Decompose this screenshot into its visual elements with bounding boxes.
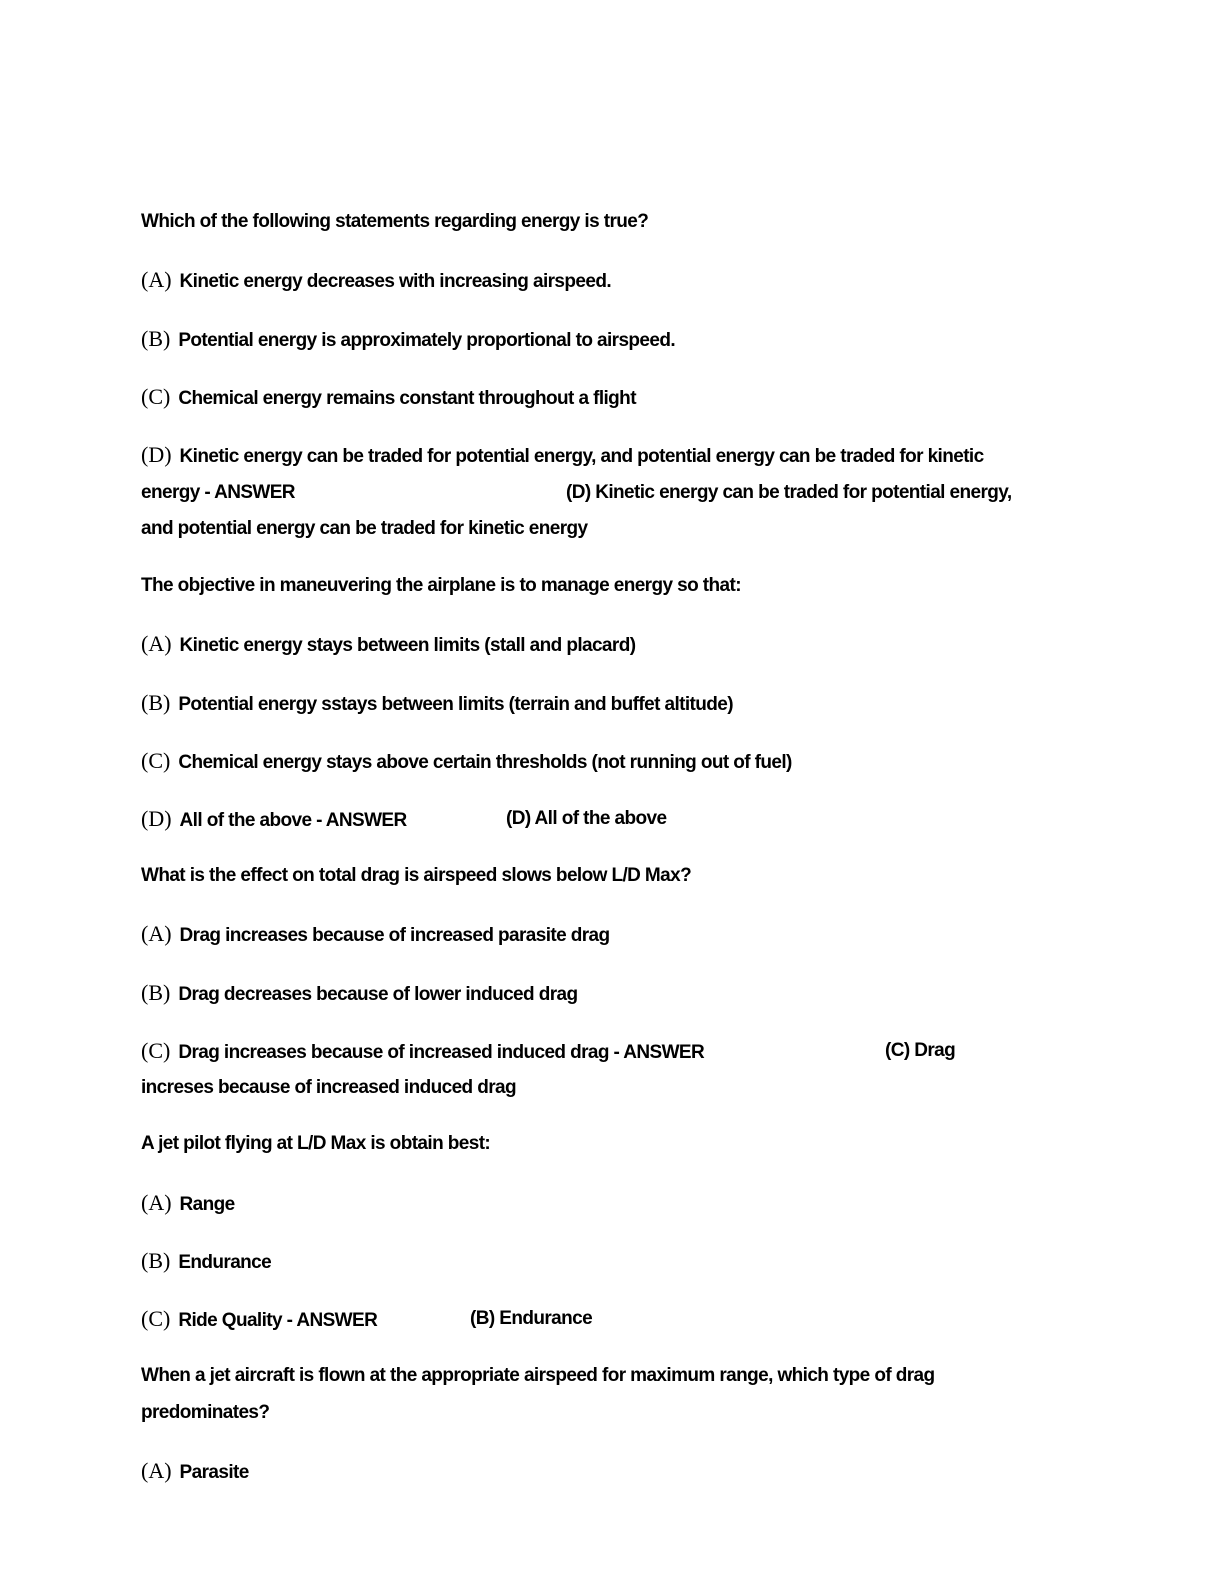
- option-letter: (D): [141, 442, 172, 467]
- question-text: The objective in maneuvering the airplane is to manage energy so that:: [141, 575, 741, 596]
- option-continuation: energy - ANSWER: [141, 482, 295, 503]
- option-text: Chemical energy remains constant throughout a flight: [178, 388, 636, 409]
- option-letter: (B): [141, 1248, 171, 1273]
- option-letter: (C): [141, 1306, 171, 1331]
- option-letter: (A): [141, 1458, 172, 1483]
- option-letter: (C): [141, 748, 171, 773]
- option-text: Kinetic energy decreases with increasing airspeed.: [179, 271, 612, 292]
- option-text: All of the above - ANSWER: [179, 810, 407, 831]
- answer-option: [141, 1191, 235, 1217]
- option-text: Range: [179, 1194, 235, 1215]
- option-text: Potential energy sstays between limits (terrain and buffet altitude): [178, 694, 733, 715]
- answer-option: [141, 632, 635, 658]
- answer-option: [141, 1307, 377, 1333]
- option-text: Potential energy is approximately proportional to airspeed.: [178, 330, 676, 351]
- option-text: Kinetic energy can be traded for potential energy, and potential energy can be traded for kinetic: [179, 446, 984, 467]
- option-letter: (A): [141, 631, 172, 656]
- answer-option: [141, 268, 611, 294]
- answer-option: [141, 1039, 704, 1065]
- answer-option: [141, 1459, 249, 1485]
- question-text: What is the effect on total drag is airspeed slows below L/D Max?: [141, 865, 692, 886]
- answer-option: [141, 385, 636, 411]
- question-text: When a jet aircraft is flown at the appropriate airspeed for maximum range, which type of drag: [141, 1365, 935, 1386]
- option-text: Ride Quality - ANSWER: [178, 1310, 378, 1331]
- correct-answer-continuation: increses because of increased induced drag: [141, 1077, 517, 1098]
- option-letter: (B): [141, 690, 171, 715]
- option-text: Kinetic energy stays between limits (stall and placard): [179, 635, 636, 656]
- option-letter: (A): [141, 267, 172, 292]
- question-text: A jet pilot flying at L/D Max is obtain best:: [141, 1133, 491, 1154]
- option-letter: (C): [141, 1038, 171, 1063]
- correct-answer-continuation: and potential energy can be traded for kinetic energy: [141, 518, 588, 539]
- option-letter: (B): [141, 980, 171, 1005]
- answer-option: [141, 749, 792, 775]
- option-text: Drag decreases because of lower induced drag: [178, 984, 578, 1005]
- option-letter: (D): [141, 806, 172, 831]
- answer-option: [141, 691, 733, 717]
- option-letter: (A): [141, 921, 172, 946]
- option-letter: (A): [141, 1190, 172, 1215]
- correct-answer: (C) Drag: [885, 1040, 956, 1061]
- correct-answer: (D) All of the above: [506, 808, 667, 829]
- answer-option: [141, 1249, 271, 1275]
- option-letter: (B): [141, 326, 171, 351]
- answer-option: [141, 327, 675, 353]
- answer-option: [141, 443, 984, 469]
- answer-option: [141, 922, 610, 948]
- option-letter: (C): [141, 384, 171, 409]
- option-text: Endurance: [178, 1252, 272, 1273]
- option-text: Chemical energy stays above certain thresholds (not running out of fuel): [178, 752, 792, 773]
- option-text: Drag increases because of increased parasite drag: [179, 925, 610, 946]
- option-text: Drag increases because of increased induced drag - ANSWER: [178, 1042, 705, 1063]
- answer-option: [141, 981, 577, 1007]
- correct-answer: (B) Endurance: [470, 1308, 593, 1329]
- question-text-continuation: predominates?: [141, 1402, 270, 1423]
- question-text: Which of the following statements regarding energy is true?: [141, 211, 649, 232]
- option-text: Parasite: [179, 1462, 249, 1483]
- correct-answer: (D) Kinetic energy can be traded for potential energy,: [566, 482, 1012, 503]
- answer-option: [141, 807, 407, 833]
